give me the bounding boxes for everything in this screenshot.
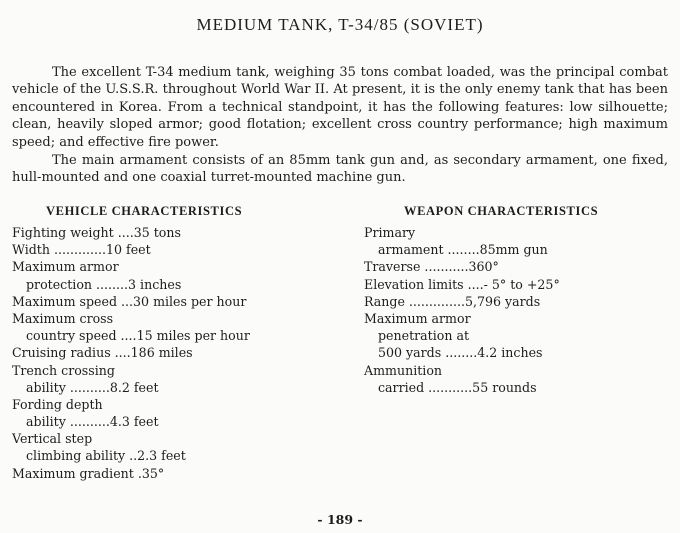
vehicle-characteristics-heading: VEHICLE CHARACTERISTICS [46, 204, 243, 218]
spec-line: Maximum cross [12, 310, 114, 326]
intro-paragraph-2: The main armament consists of an 85mm tank gun and, as secondary armament, one fixed, hull-mounted and one coaxial turret-mounted machine gun. [12, 153, 668, 186]
spec-line: Traverse ...........360° [364, 259, 499, 275]
weapon-characteristics-list [364, 224, 674, 396]
spec-line: Primary [364, 225, 416, 240]
intro-paragraph-1: The excellent T-34 medium tank, weighing 35 tons combat loaded, was the principal combat vehicle of the U.S.S.R. throughout World War II. At present, it is the only enemy tank that has been encountered in Korea. From a technical standpoint, it has the following features: low silhouette; clean, heavily sloped armor; good flotation; excellent cross country performance; high maximum speed; and effective fire power. [12, 65, 668, 150]
spec-line: country speed ....15 miles per hour [26, 328, 250, 344]
spec-line: Fighting weight ....35 tons [12, 225, 181, 240]
spec-line: protection ........3 inches [26, 276, 182, 292]
spec-line: carried ...........55 rounds [378, 379, 537, 395]
spec-line: penetration at [378, 328, 470, 344]
spec-line: Elevation limits ....- 5° to +25° [364, 276, 560, 292]
spec-line: Maximum armor [364, 310, 471, 326]
spec-line: Maximum speed ...30 miles per hour [12, 293, 247, 309]
spec-line: climbing ability ..2.3 feet [26, 448, 186, 464]
spec-line: ability ..........8.2 feet [26, 379, 159, 395]
spec-line: Maximum gradient .35° [12, 465, 165, 481]
spec-line: ability ..........4.3 feet [26, 414, 159, 430]
spec-line: Width .............10 feet [12, 242, 151, 258]
page-title: MEDIUM TANK, T-34/85 (SOVIET) [196, 15, 484, 34]
spec-line: Range ..............5,796 yards [364, 293, 541, 309]
weapon-characteristics-heading: WEAPON CHARACTERISTICS [404, 204, 599, 218]
spec-line: Vertical step [12, 431, 93, 447]
intro-text [12, 64, 668, 187]
spec-line: Maximum armor [12, 259, 119, 275]
spec-line: Ammunition [364, 362, 443, 378]
spec-line: armament ........85mm gun [378, 242, 548, 258]
spec-line: Cruising radius ....186 miles [12, 345, 193, 361]
spec-line: 500 yards ........4.2 inches [378, 345, 543, 361]
spec-line: Fording depth [12, 396, 103, 412]
vehicle-characteristics-list [12, 224, 342, 482]
spec-line: Trench crossing [12, 362, 115, 378]
page-number: - 189 - [317, 512, 363, 527]
